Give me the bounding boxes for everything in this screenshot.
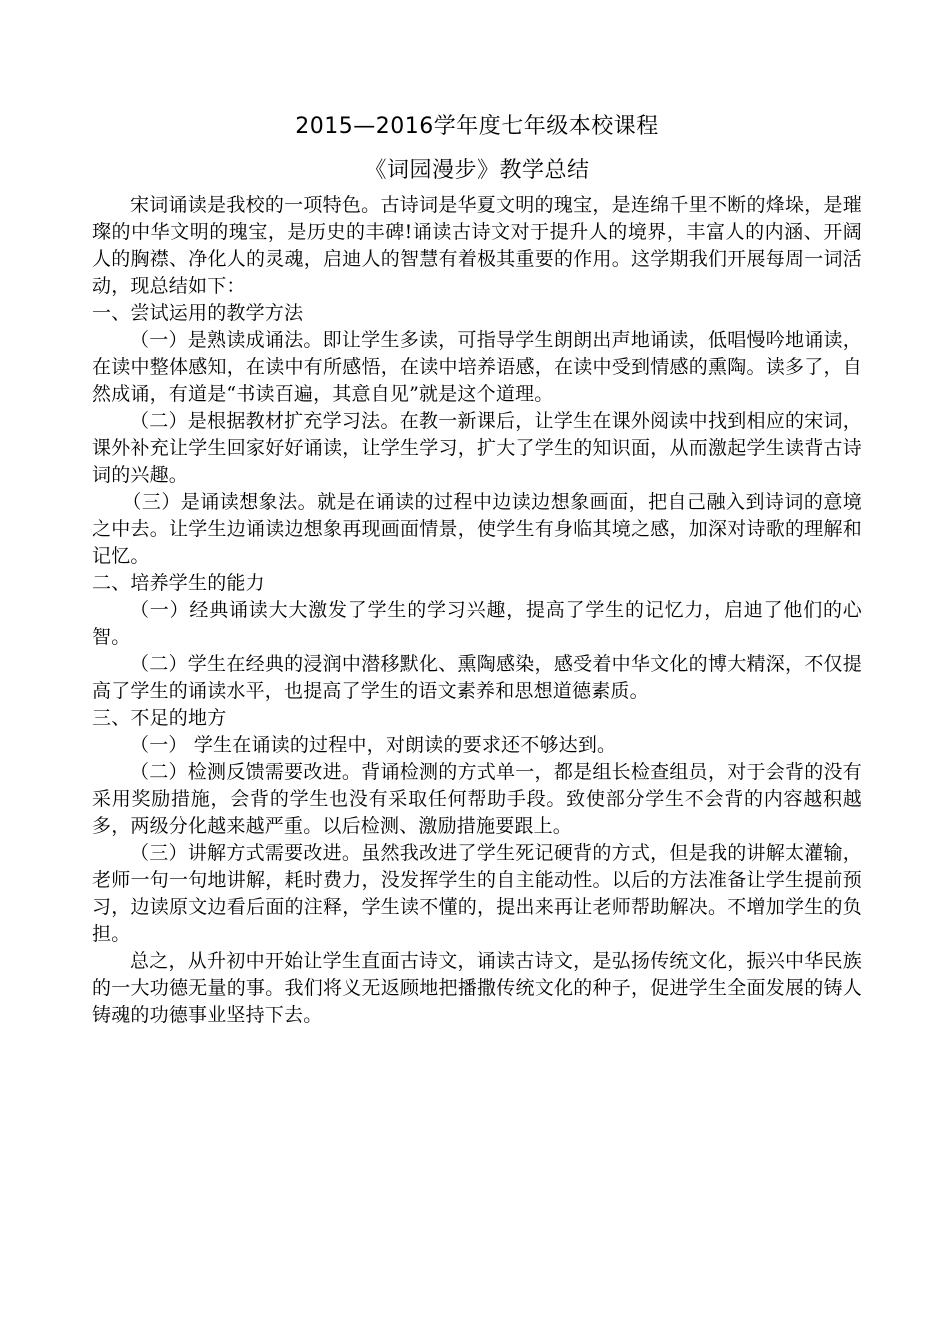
section1-item: （三）是诵读想象法。就是在诵读的过程中边读边想象画面，把自己融入到诗词的意境之中去。让学生边诵读边想象再现画面情景，使学生有身临其境之感，加深对诗歌的理解和记忆。 bbox=[92, 491, 862, 567]
document-body bbox=[92, 192, 862, 1029]
section1-heading: 一、尝试运用的教学方法 bbox=[92, 302, 304, 324]
document-page bbox=[92, 108, 862, 1029]
section1-item: （一）是熟读成诵法。即让学生多读，可指导学生朗朗出声地诵读，低唱慢吟地诵读，在读中整体感知，在读中有所感悟，在读中培养语感，在读中受到情感的熏陶。读多了，自然成诵，有道是“书读百遍，其意自见”就是这个道理。 bbox=[92, 329, 862, 405]
intro-paragraph: 宋词诵读是我校的一项特色。古诗词是华夏文明的瑰宝，是连绵千里不断的烽垛，是璀璨的中华文明的瑰宝，是历史的丰碑!诵读古诗文对于提升人的境界，丰富人的内涵、开阔人的胸襟、净化人的灵魂，启迪人的智慧有着极其重要的作用。这学期我们开展每周一词活动，现总结如下： bbox=[92, 194, 862, 297]
document-title-line1: 2015—2016学年度七年级本校课程 bbox=[295, 114, 659, 139]
document-title-line2: 《词园漫步》教学总结 bbox=[364, 158, 590, 183]
section1-item: （二）是根据教材扩充学习法。在教一新课后，让学生在课外阅读中找到相应的宋词，课外补充让学生回家好好诵读，让学生学习，扩大了学生的知识面，从而激起学生读背古诗词的兴趣。 bbox=[92, 410, 862, 486]
section3-item: （一） 学生在诵读的过程中，对朗读的要求还不够达到。 bbox=[130, 734, 617, 756]
section3-heading: 三、不足的地方 bbox=[92, 707, 227, 729]
conclusion-paragraph: 总之，从升初中开始让学生直面古诗文，诵读古诗文，是弘扬传统文化，振兴中华民族的一大功德无量的事。我们将义无返顾地把播撒传统文化的种子，促进学生全面发展的铸人铸魂的功德事业坚持下去。 bbox=[92, 950, 862, 1026]
section3-item: （二）检测反馈需要改进。背诵检测的方式单一，都是组长检查组员，对于会背的没有采用奖励措施，会背的学生也没有采取任何帮助手段。致使部分学生不会背的内容越积越多，两级分化越来越严重。以后检测、激励措施要跟上。 bbox=[92, 761, 862, 837]
section2-item: （一）经典诵读大大激发了学生的学习兴趣，提高了学生的记忆力，启迪了他们的心智。 bbox=[92, 599, 862, 648]
section2-heading: 二、培养学生的能力 bbox=[92, 572, 265, 594]
section3-item: （三）讲解方式需要改进。虽然我改进了学生死记硬背的方式，但是我的讲解太灌输，老师一句一句地讲解，耗时费力，没发挥学生的自主能动性。以后的方法准备让学生提前预习，边读原文边看后面的注释，学生读不懂的，提出来再让老师帮助解决。不增加学生的负担。 bbox=[92, 842, 862, 945]
section2-item: （二）学生在经典的浸润中潜移默化、熏陶感染，感受着中华文化的博大精深，不仅提高了学生的诵读水平，也提高了学生的语文素养和思想道德素质。 bbox=[92, 653, 862, 702]
